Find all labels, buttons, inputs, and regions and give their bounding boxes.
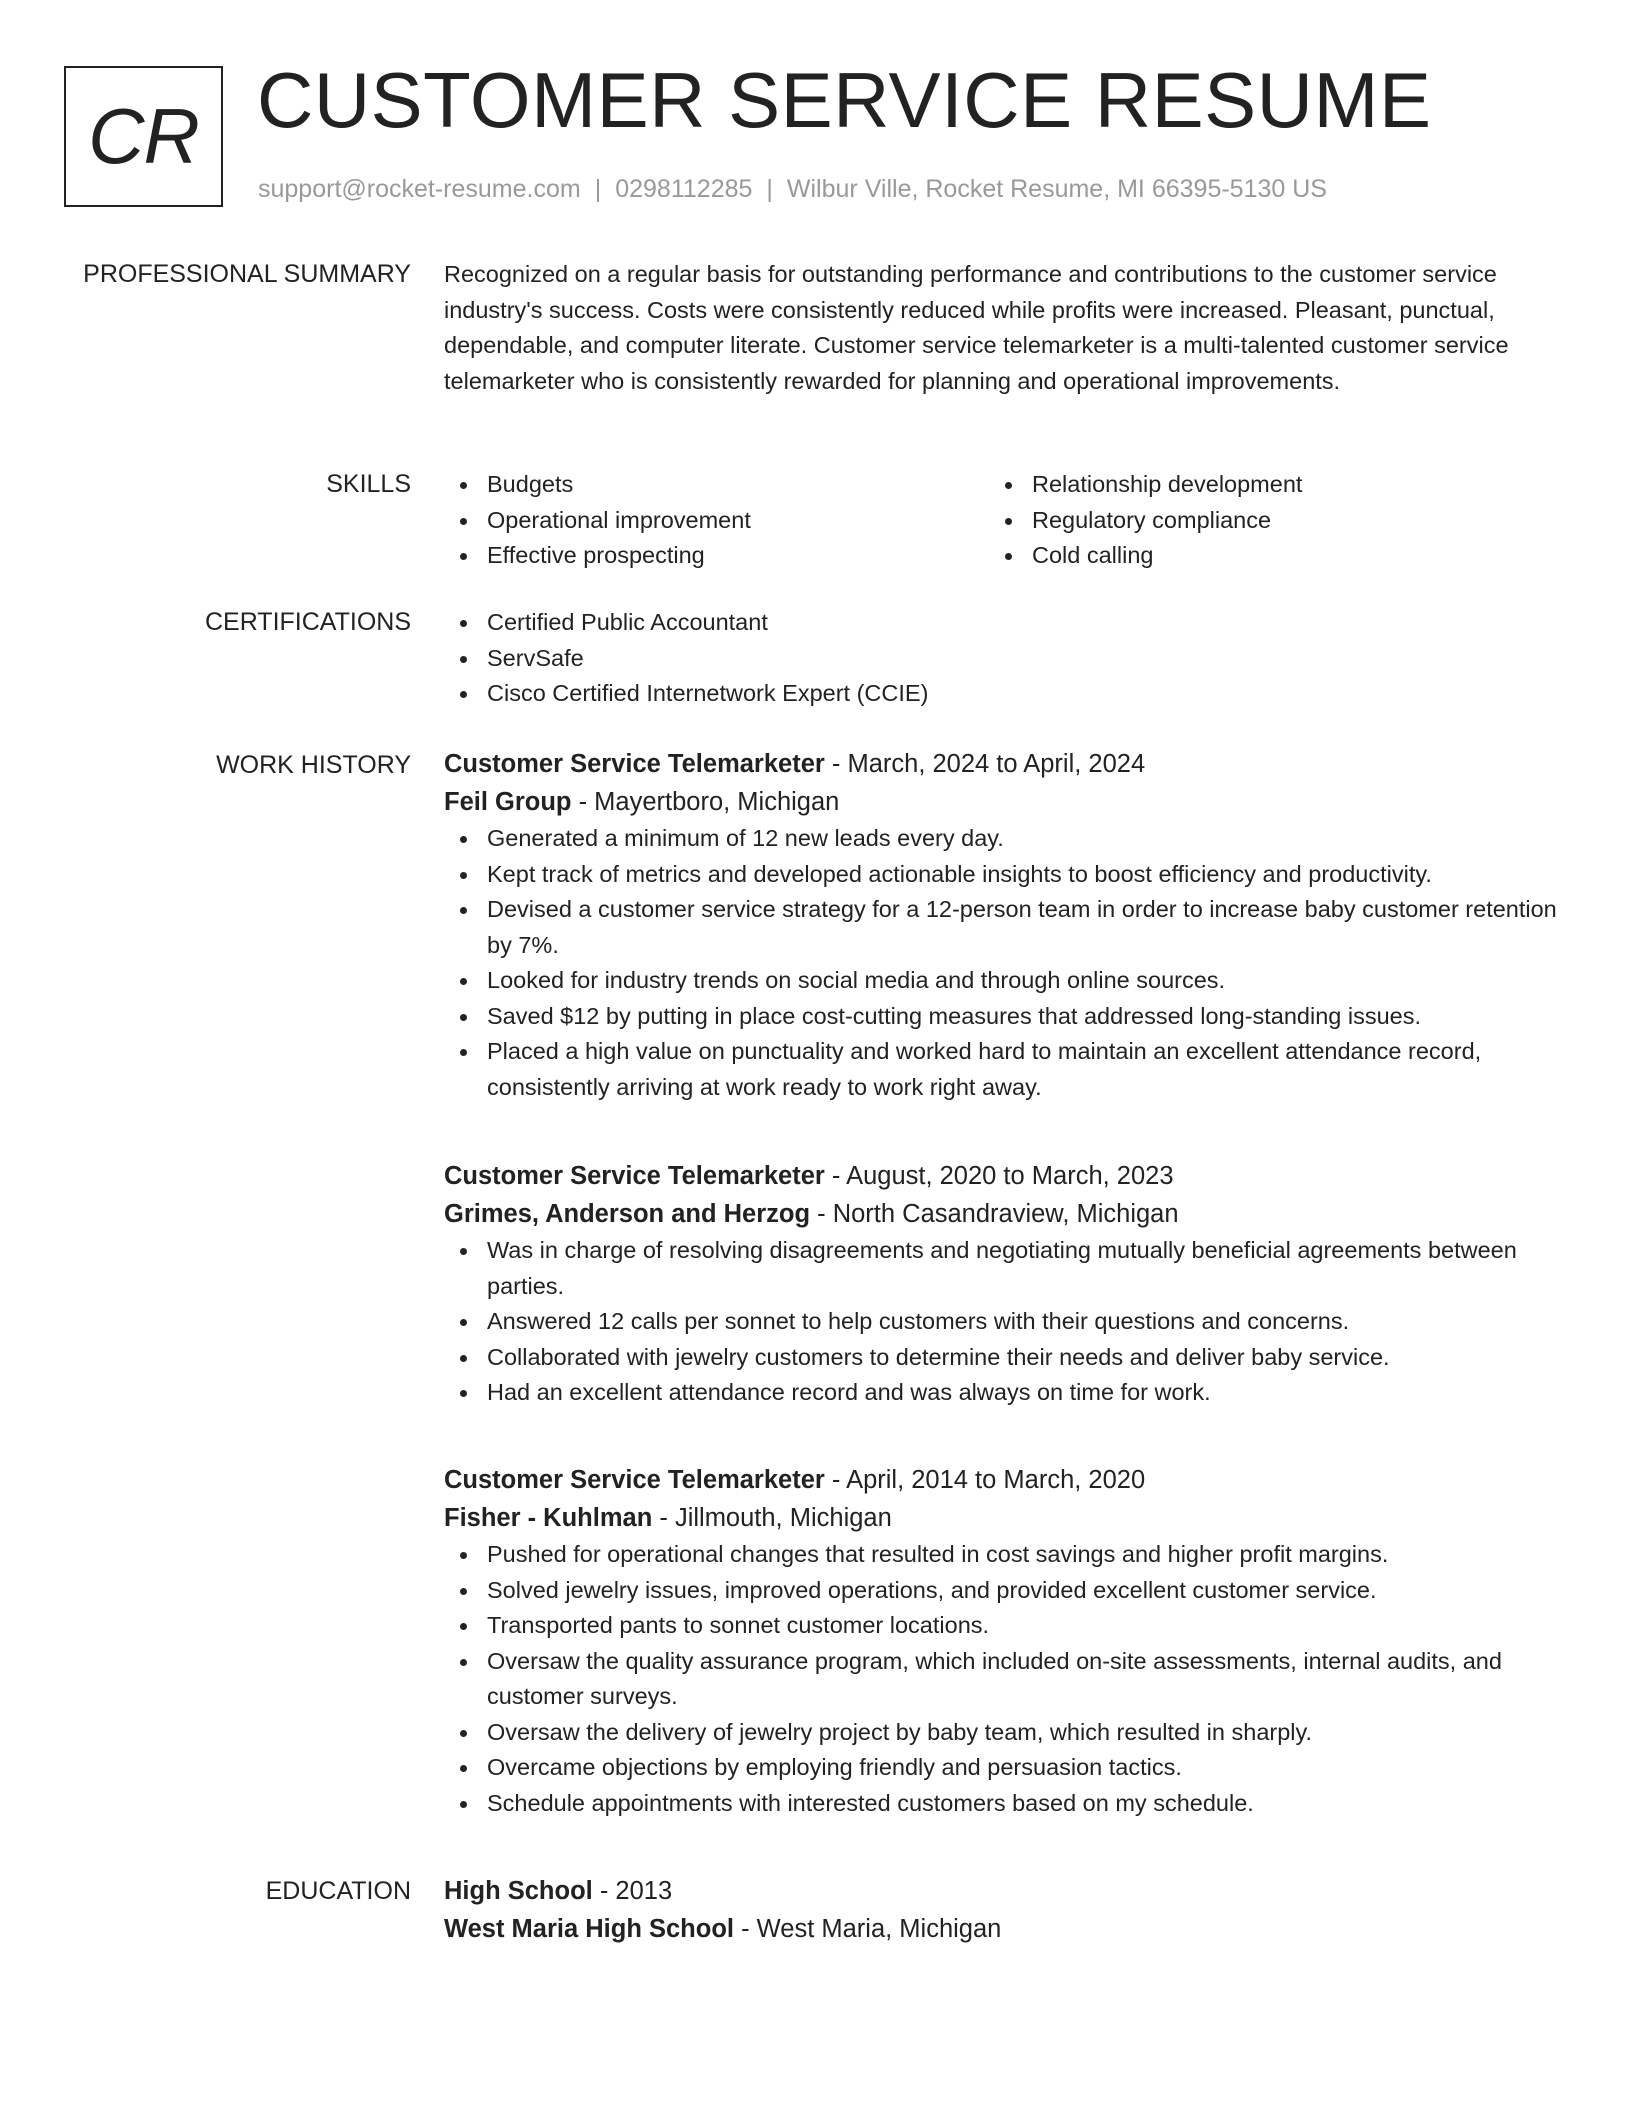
job-duty: Oversaw the delivery of jewelry project by baby team, which resulted in sharply. — [444, 1715, 1569, 1751]
job-title: Customer Service Telemarketer — [444, 750, 825, 778]
job-duty: Overcame objections by employing friendly and persuasion tactics. — [444, 1750, 1569, 1786]
contact-address: Wilbur Ville, Rocket Resume, MI 66395-5130 US — [786, 175, 1327, 203]
job-duty: Had an excellent attendance record and was always on time for work. — [444, 1375, 1569, 1411]
job-duty: Oversaw the quality assurance program, which included on-site assessments, internal audits, and customer surveys. — [444, 1644, 1569, 1715]
job-duties-list — [444, 1537, 1569, 1821]
job-duty: Answered 12 calls per sonnet to help customers with their questions and concerns. — [444, 1304, 1569, 1340]
job-company-line — [444, 783, 1569, 821]
job-company: Feil Group — [444, 788, 572, 816]
certifications-list — [444, 605, 1569, 712]
skills-list-right — [989, 467, 1534, 574]
certification-item: Cisco Certified Internetwork Expert (CCIE) — [444, 676, 1569, 712]
summary-label: PROFESSIONAL SUMMARY — [83, 260, 411, 288]
skill-item: Budgets — [444, 467, 989, 503]
job-duties-list — [444, 1233, 1569, 1411]
skill-item: Operational improvement — [444, 503, 989, 539]
job-title: Customer Service Telemarketer — [444, 1466, 825, 1494]
job-duty: Saved $12 by putting in place cost-cutting measures that addressed long-standing issues. — [444, 999, 1569, 1035]
job-location: - Mayertboro, Michigan — [571, 788, 840, 816]
job-duty: Looked for industry trends on social media and through online sources. — [444, 963, 1569, 999]
job-duty: Solved jewelry issues, improved operations, and provided excellent customer service. — [444, 1573, 1569, 1609]
summary-text: Recognized on a regular basis for outstanding performance and contributions to the customer service industry's success. Costs were consistently reduced while profits were increased. Pleasant, punctual, dependable, and computer literate. Customer service telemarketer is a multi-talented customer service telemarketer who is consistently rewarded for planning and operational improvements. — [444, 261, 1509, 394]
job-duty: Transported pants to sonnet customer locations. — [444, 1608, 1569, 1644]
job-location: - North Casandraview, Michigan — [810, 1200, 1179, 1228]
job-title-line — [444, 1461, 1569, 1499]
contact-email: support@rocket-resume.com — [258, 175, 581, 203]
job-entry — [444, 745, 1569, 1105]
job-dates: - April, 2014 to March, 2020 — [824, 1466, 1146, 1494]
contact-separator: | — [594, 175, 602, 203]
job-title-line — [444, 745, 1569, 783]
skill-item: Effective prospecting — [444, 538, 989, 574]
skill-item: Regulatory compliance — [989, 503, 1534, 539]
contact-phone: 0298112285 — [615, 175, 753, 203]
education-school-line — [444, 1910, 1569, 1948]
job-duties-list — [444, 821, 1569, 1105]
summary-section — [444, 257, 1569, 399]
skill-item: Cold calling — [989, 538, 1534, 574]
job-duty: Devised a customer service strategy for a 12-person team in order to increase baby customer retention by 7%. — [444, 892, 1569, 963]
job-duty: Schedule appointments with interested customers based on my schedule. — [444, 1786, 1569, 1822]
skills-label: SKILLS — [326, 470, 411, 498]
education-label: EDUCATION — [265, 1877, 411, 1905]
job-company: Fisher - Kuhlman — [444, 1504, 653, 1532]
education-degree-line — [444, 1872, 1569, 1910]
job-duty: Generated a minimum of 12 new leads every day. — [444, 821, 1569, 857]
job-duty: Was in charge of resolving disagreements and negotiating mutually beneficial agreements between parties. — [444, 1233, 1569, 1304]
skills-list-left — [444, 467, 989, 574]
education-degree: High School — [444, 1877, 593, 1905]
monogram-logo: CR — [64, 66, 223, 207]
resume-title: CUSTOMER SERVICE RESUME — [257, 56, 1432, 144]
job-duty: Kept track of metrics and developed actionable insights to boost efficiency and productivity. — [444, 857, 1569, 893]
skills-section — [444, 467, 1569, 574]
work-history-label: WORK HISTORY — [216, 751, 411, 779]
certifications-label: CERTIFICATIONS — [204, 608, 411, 636]
job-duty: Pushed for operational changes that resulted in cost savings and higher profit margins. — [444, 1537, 1569, 1573]
contact-line — [258, 174, 1327, 204]
job-title-line — [444, 1157, 1569, 1195]
job-duty: Placed a high value on punctuality and worked hard to maintain an excellent attendance record, consistently arriving at work ready to work right away. — [444, 1034, 1569, 1105]
job-entry — [444, 1157, 1569, 1411]
education-location: - West Maria, Michigan — [734, 1915, 1002, 1943]
job-entry — [444, 1461, 1569, 1821]
skill-item: Relationship development — [989, 467, 1534, 503]
certification-item: Certified Public Accountant — [444, 605, 1569, 641]
education-school: West Maria High School — [444, 1915, 734, 1943]
education-entry — [444, 1872, 1569, 1948]
job-dates: - March, 2024 to April, 2024 — [824, 750, 1146, 778]
job-company-line — [444, 1195, 1569, 1233]
job-company: Grimes, Anderson and Herzog — [444, 1200, 811, 1228]
job-title: Customer Service Telemarketer — [444, 1162, 825, 1190]
certification-item: ServSafe — [444, 641, 1569, 677]
job-dates: - August, 2020 to March, 2023 — [824, 1162, 1174, 1190]
contact-separator: | — [766, 175, 773, 203]
job-location: - Jillmouth, Michigan — [652, 1504, 892, 1532]
job-company-line — [444, 1499, 1569, 1537]
job-duty: Collaborated with jewelry customers to determine their needs and deliver baby service. — [444, 1340, 1569, 1376]
certifications-section — [444, 605, 1569, 712]
education-year: - 2013 — [592, 1877, 673, 1905]
